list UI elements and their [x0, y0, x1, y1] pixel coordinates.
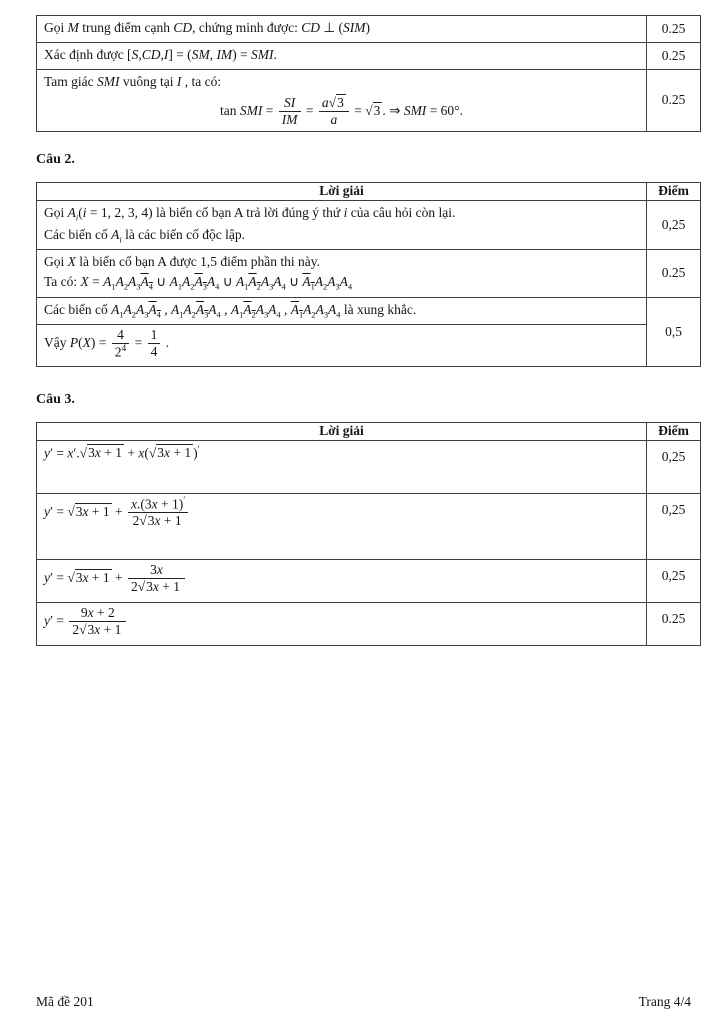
solution-cell: Gọi M trung điểm cạnh CD, chứng minh được: CD ⊥ (SIM): [37, 16, 647, 43]
derivative-formula-cell: y′ = $\frac{9x + 2}{2√3x + 1}$: [37, 602, 647, 645]
table-row: [37, 324, 701, 366]
score-cell: 0,25: [647, 200, 701, 250]
solution-text: Tam giác SMI vuông tại I , ta có:: [44, 74, 222, 89]
header-row: [37, 422, 701, 440]
table-row: [37, 559, 701, 602]
score-header: Điểm: [647, 182, 701, 200]
table-row: [37, 602, 701, 645]
score-header: Điểm: [647, 422, 701, 440]
score-cell: 0.25: [647, 250, 701, 298]
section2-heading: Câu 2.: [36, 151, 75, 167]
solution-text: Gọi X là biến cố bạn A được 1,5 điểm phần thi này.: [44, 254, 321, 269]
solution-cell: [37, 200, 647, 250]
score-cell: 0.25: [647, 16, 701, 43]
solution-cell: [37, 250, 647, 298]
section1-table: [36, 15, 701, 132]
table-row: [37, 493, 701, 559]
table-row: [37, 200, 701, 250]
tan-formula: tan SMI = $\frac{SI}{IM}$ = $\frac{a√3}{a}$ = √3 . ⇒ SMI = 60°.: [220, 95, 463, 128]
score-cell: 0,25: [647, 440, 701, 493]
score-cell: 0,25: [647, 493, 701, 559]
page-footer: [36, 994, 691, 1010]
section3-heading: Câu 3.: [36, 391, 75, 407]
derivative-formula-cell: y′ = x′.√3x + 1 + x(√3x + 1 )′: [37, 440, 647, 493]
solution-text: Gọi $A_i(i = 1$, 2, 3, 4) là biến cố bạn A trả lời đúng ý thứ i của câu hỏi còn lại.: [44, 204, 456, 223]
derivative-formula-cell: y′ = √3x + 1 + $\frac{3x}{2√3x + 1}$: [37, 559, 647, 602]
table-row: [37, 43, 701, 70]
solution-header: Lời giải: [37, 182, 647, 200]
score-cell: 0,5: [647, 297, 701, 366]
score-cell: 0.25: [647, 43, 701, 70]
solution-header: Lời giải: [37, 422, 647, 440]
page-number: Trang 4/4: [638, 994, 691, 1009]
union-formula: Ta có: $X = A_1A_2A_3A_4$ ∪ $A_1A_2A_3A_4$ ∪ $A_1A_2A_3A_4$ ∪ $A_1A_2A_3A_4$: [44, 274, 353, 292]
derivative-formula-cell: y′ = √3x + 1 + $\frac{x.(3x + 1)'}{2√3x + 1}$: [37, 493, 647, 559]
table-row: [37, 297, 701, 324]
table-row: [37, 70, 701, 132]
solution-cell: [37, 70, 647, 132]
solution-cell: Xác định được [S,CD,I] = (SM, IM) = SMI.: [37, 43, 647, 70]
table-row: [37, 16, 701, 43]
solution-text: Các biến cố $A_i$ là các biến cố độc lập.: [44, 226, 246, 245]
score-cell: 0.25: [647, 70, 701, 132]
table-row: [37, 440, 701, 493]
exam-code: Mã đề 201: [36, 994, 94, 1009]
section3-table: [36, 422, 701, 646]
table-row: [37, 250, 701, 298]
solution-cell: Các biến cố $A_1A_2A_3A_4$ , $A_1A_2A_3A_4$ , $A_1A_2A_3A_4$ , $A_1A_2A_3A_4$ là xung khắc.: [37, 297, 647, 324]
probability-formula-cell: Vậy P(X) = $\frac{4}{2^4}$ = $\frac{1}{4}$ .: [37, 324, 647, 366]
section2-table: [36, 182, 701, 367]
score-cell: 0,25: [647, 559, 701, 602]
score-cell: 0.25: [647, 602, 701, 645]
header-row: [37, 182, 701, 200]
